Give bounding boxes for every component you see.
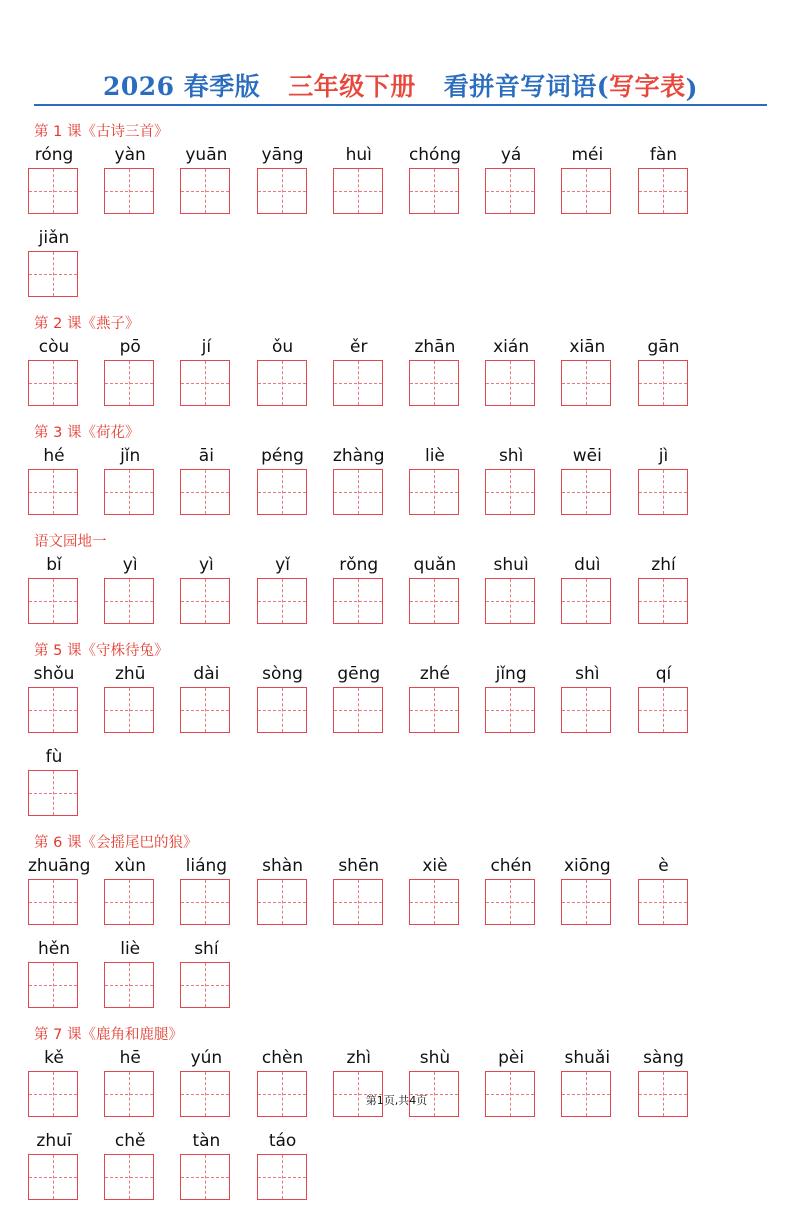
character-cell xyxy=(255,853,331,930)
character-cell xyxy=(407,552,483,629)
pinyin-label: shēn xyxy=(338,856,380,876)
pinyin-label: chèn xyxy=(261,1048,304,1068)
writing-box[interactable] xyxy=(485,168,535,214)
pinyin-label: hěn xyxy=(37,939,70,959)
pinyin-label: è xyxy=(658,856,669,876)
page-number: 第1页,共4页 xyxy=(365,1094,428,1107)
pinyin-label: qí xyxy=(655,664,672,684)
pinyin-label: liáng xyxy=(185,856,228,876)
character-cell xyxy=(331,142,407,219)
writing-box[interactable] xyxy=(257,360,307,406)
character-cell xyxy=(636,334,712,411)
pinyin-label: tàn xyxy=(192,1131,221,1151)
writing-box[interactable] xyxy=(638,578,688,624)
writing-box[interactable] xyxy=(409,687,459,733)
lesson-title: 语文园地一 xyxy=(34,534,107,550)
pinyin-label: zhé xyxy=(419,664,451,684)
pinyin-label: gān xyxy=(647,337,680,357)
pinyin-label: chě xyxy=(114,1131,146,1151)
lesson-title: 第 6 课《会摇尾巴的狼》 xyxy=(34,835,198,851)
writing-box[interactable] xyxy=(180,469,230,515)
character-cell xyxy=(331,552,407,629)
title-task: 看拼音写词语( xyxy=(443,72,610,101)
character-cell xyxy=(178,334,254,411)
lesson-title: 第 7 课《鹿角和鹿腿》 xyxy=(34,1027,183,1043)
character-cell xyxy=(255,142,331,219)
writing-box[interactable] xyxy=(485,360,535,406)
writing-box[interactable] xyxy=(333,578,383,624)
pinyin-label: shuì xyxy=(493,555,529,575)
pinyin-label: zhān xyxy=(414,337,456,357)
lesson-section xyxy=(26,1025,771,1211)
pinyin-label: fàn xyxy=(649,145,678,165)
lesson-title: 第 1 课《古诗三首》 xyxy=(34,124,169,140)
writing-box[interactable] xyxy=(561,469,611,515)
writing-box[interactable] xyxy=(561,879,611,925)
character-cell xyxy=(26,853,102,930)
character-cell xyxy=(178,853,254,930)
character-cell xyxy=(102,1045,178,1122)
character-cell xyxy=(331,853,407,930)
writing-box[interactable] xyxy=(104,168,154,214)
character-cell xyxy=(559,142,635,219)
character-cell xyxy=(255,661,331,738)
pinyin-label: duì xyxy=(574,555,601,575)
lesson-title: 第 3 课《荷花》 xyxy=(34,425,140,441)
pinyin-label: pō xyxy=(119,337,141,357)
character-cell xyxy=(331,661,407,738)
pinyin-label: yá xyxy=(500,145,522,165)
writing-grid xyxy=(26,334,771,417)
character-cell xyxy=(255,552,331,629)
writing-box[interactable] xyxy=(180,1154,230,1200)
writing-box[interactable] xyxy=(28,687,78,733)
writing-grid xyxy=(26,853,771,1019)
character-cell xyxy=(483,334,559,411)
writing-box[interactable] xyxy=(180,687,230,733)
character-cell xyxy=(331,443,407,520)
writing-box[interactable] xyxy=(485,469,535,515)
writing-box[interactable] xyxy=(409,469,459,515)
character-cell xyxy=(102,443,178,520)
lesson-section xyxy=(26,641,771,827)
lesson-section xyxy=(26,833,771,1019)
writing-box[interactable] xyxy=(104,1154,154,1200)
pinyin-label: shì xyxy=(498,446,524,466)
lesson-title: 第 2 课《燕子》 xyxy=(34,316,140,332)
pinyin-label: ǒu xyxy=(271,337,294,357)
writing-grid xyxy=(26,443,771,526)
pinyin-label: xián xyxy=(493,337,530,357)
character-cell xyxy=(636,1045,712,1122)
pinyin-label: shàn xyxy=(262,856,303,876)
pinyin-label: wēi xyxy=(572,446,602,466)
pinyin-label: liè xyxy=(424,446,445,466)
character-cell xyxy=(26,1128,102,1205)
character-cell xyxy=(636,661,712,738)
title-grade: 三年级下册 xyxy=(288,72,416,101)
character-cell xyxy=(255,1128,331,1205)
pinyin-label: yǐ xyxy=(275,555,290,575)
pinyin-label: jí xyxy=(201,337,212,357)
character-cell xyxy=(636,142,712,219)
character-cell xyxy=(178,1128,254,1205)
character-cell xyxy=(331,334,407,411)
pinyin-label: yún xyxy=(190,1048,223,1068)
pinyin-label: rǒng xyxy=(339,555,379,575)
title-table: 写字表 xyxy=(609,72,686,101)
pinyin-label: quǎn xyxy=(413,555,457,575)
pinyin-label: pèi xyxy=(498,1048,525,1068)
character-cell xyxy=(407,853,483,930)
character-cell xyxy=(407,1045,483,1122)
writing-box[interactable] xyxy=(257,1154,307,1200)
pinyin-label: shí xyxy=(194,939,219,959)
writing-box[interactable] xyxy=(333,469,383,515)
writing-box[interactable] xyxy=(28,962,78,1008)
character-cell xyxy=(102,552,178,629)
pinyin-label: hē xyxy=(119,1048,141,1068)
character-cell xyxy=(483,142,559,219)
character-cell xyxy=(102,1128,178,1205)
writing-box[interactable] xyxy=(561,360,611,406)
pinyin-label: dài xyxy=(193,664,220,684)
pinyin-label: bǐ xyxy=(46,555,62,575)
pinyin-label: liè xyxy=(120,939,141,959)
writing-box[interactable] xyxy=(28,469,78,515)
writing-box[interactable] xyxy=(257,168,307,214)
writing-box[interactable] xyxy=(28,360,78,406)
character-cell xyxy=(102,936,178,1013)
pinyin-label: xiān xyxy=(569,337,606,357)
writing-box[interactable] xyxy=(104,578,154,624)
lesson-section xyxy=(26,314,771,417)
writing-box[interactable] xyxy=(257,578,307,624)
writing-box[interactable] xyxy=(561,578,611,624)
writing-box[interactable] xyxy=(409,360,459,406)
pinyin-label: shǒu xyxy=(33,664,75,684)
writing-box[interactable] xyxy=(28,770,78,816)
writing-box[interactable] xyxy=(180,578,230,624)
writing-box[interactable] xyxy=(638,168,688,214)
writing-box[interactable] xyxy=(28,1154,78,1200)
lesson-section xyxy=(26,423,771,526)
pinyin-label: huì xyxy=(345,145,372,165)
pinyin-label: shì xyxy=(575,664,600,684)
writing-box[interactable] xyxy=(409,578,459,624)
lesson-section xyxy=(26,532,771,635)
pinyin-label: zhí xyxy=(651,555,676,575)
character-cell xyxy=(178,142,254,219)
writing-box[interactable] xyxy=(104,962,154,1008)
character-cell xyxy=(26,225,102,302)
writing-box[interactable] xyxy=(638,360,688,406)
writing-grid xyxy=(26,552,771,635)
pinyin-label: zhì xyxy=(346,1048,371,1068)
pinyin-label: gēng xyxy=(337,664,381,684)
title-close-paren: ) xyxy=(685,74,698,103)
pinyin-label: péng xyxy=(261,446,304,466)
pinyin-label: róng xyxy=(34,145,74,165)
lesson-title: 第 5 课《守株待兔》 xyxy=(34,643,169,659)
writing-box[interactable] xyxy=(257,879,307,925)
character-cell xyxy=(102,853,178,930)
lesson-list xyxy=(26,122,771,1217)
writing-box[interactable] xyxy=(180,360,230,406)
pinyin-label: jì xyxy=(658,446,669,466)
pinyin-label: āi xyxy=(198,446,214,466)
character-cell xyxy=(636,443,712,520)
character-cell xyxy=(255,334,331,411)
pinyin-label: sòng xyxy=(262,664,303,684)
writing-box[interactable] xyxy=(485,578,535,624)
character-cell xyxy=(26,936,102,1013)
writing-grid xyxy=(26,1045,771,1211)
character-cell xyxy=(26,1045,102,1122)
writing-box[interactable] xyxy=(485,879,535,925)
pinyin-label: xiè xyxy=(422,856,448,876)
character-cell xyxy=(178,936,254,1013)
writing-box[interactable] xyxy=(104,687,154,733)
character-cell xyxy=(102,334,178,411)
writing-box[interactable] xyxy=(485,687,535,733)
pinyin-label: chóng xyxy=(408,145,462,165)
pinyin-label: xùn xyxy=(114,856,146,876)
pinyin-label: fù xyxy=(45,747,63,767)
writing-box[interactable] xyxy=(28,578,78,624)
pinyin-label: sàng xyxy=(643,1048,684,1068)
writing-box[interactable] xyxy=(638,687,688,733)
pinyin-label: xiōng xyxy=(563,856,611,876)
character-cell xyxy=(255,1045,331,1122)
pinyin-label: jǐng xyxy=(495,664,527,684)
pinyin-label: zhuāng xyxy=(28,856,91,876)
character-cell xyxy=(102,142,178,219)
character-cell xyxy=(178,661,254,738)
writing-box[interactable] xyxy=(104,360,154,406)
character-cell xyxy=(559,334,635,411)
character-cell xyxy=(559,443,635,520)
writing-box[interactable] xyxy=(257,469,307,515)
character-cell xyxy=(178,443,254,520)
pinyin-label: yàn xyxy=(114,145,146,165)
character-cell xyxy=(255,443,331,520)
character-cell xyxy=(102,661,178,738)
pinyin-label: táo xyxy=(268,1131,297,1151)
writing-box[interactable] xyxy=(409,168,459,214)
pinyin-label: còu xyxy=(38,337,70,357)
character-cell xyxy=(483,443,559,520)
character-cell xyxy=(636,552,712,629)
pinyin-label: hé xyxy=(43,446,65,466)
character-cell xyxy=(26,142,102,219)
pinyin-label: yāng xyxy=(261,145,304,165)
writing-box[interactable] xyxy=(409,879,459,925)
writing-box[interactable] xyxy=(257,687,307,733)
writing-box[interactable] xyxy=(104,879,154,925)
character-cell xyxy=(331,1045,407,1122)
writing-box[interactable] xyxy=(333,687,383,733)
pinyin-label: ěr xyxy=(350,337,368,357)
character-cell xyxy=(26,744,102,821)
character-cell xyxy=(483,1045,559,1122)
pinyin-label: yì xyxy=(122,555,138,575)
pinyin-label: yuān xyxy=(185,145,228,165)
writing-box[interactable] xyxy=(638,469,688,515)
character-cell xyxy=(636,853,712,930)
character-cell xyxy=(178,1045,254,1122)
pinyin-label: zhuī xyxy=(36,1131,72,1151)
pinyin-label: chén xyxy=(490,856,532,876)
writing-box[interactable] xyxy=(333,879,383,925)
lesson-section xyxy=(26,122,771,308)
character-cell xyxy=(559,853,635,930)
pinyin-label: shuǎi xyxy=(564,1048,611,1068)
pinyin-label: zhū xyxy=(114,664,146,684)
pinyin-label: kě xyxy=(44,1048,64,1068)
writing-box[interactable] xyxy=(638,879,688,925)
character-cell xyxy=(407,661,483,738)
character-cell xyxy=(26,334,102,411)
writing-box[interactable] xyxy=(180,962,230,1008)
character-cell xyxy=(559,552,635,629)
writing-box[interactable] xyxy=(333,168,383,214)
pinyin-label: jǐn xyxy=(120,446,141,466)
character-cell xyxy=(483,661,559,738)
character-cell xyxy=(559,1045,635,1122)
title-edition: 2026 春季版 xyxy=(102,72,261,101)
character-cell xyxy=(26,443,102,520)
writing-box[interactable] xyxy=(333,360,383,406)
writing-box[interactable] xyxy=(28,251,78,297)
character-cell xyxy=(407,443,483,520)
character-cell xyxy=(26,552,102,629)
pinyin-label: shù xyxy=(419,1048,451,1068)
writing-box[interactable] xyxy=(28,879,78,925)
page-title xyxy=(34,70,767,106)
writing-box[interactable] xyxy=(561,687,611,733)
character-cell xyxy=(407,142,483,219)
character-cell xyxy=(483,853,559,930)
writing-box[interactable] xyxy=(561,168,611,214)
character-cell xyxy=(178,552,254,629)
character-cell xyxy=(26,661,102,738)
writing-grid xyxy=(26,142,771,308)
writing-box[interactable] xyxy=(180,879,230,925)
character-cell xyxy=(407,334,483,411)
character-cell xyxy=(483,552,559,629)
pinyin-label: jiǎn xyxy=(38,228,70,248)
character-cell xyxy=(559,661,635,738)
writing-grid xyxy=(26,661,771,827)
pinyin-label: yì xyxy=(198,555,214,575)
writing-box[interactable] xyxy=(104,469,154,515)
pinyin-label: zhàng xyxy=(332,446,385,466)
writing-box[interactable] xyxy=(180,168,230,214)
writing-box[interactable] xyxy=(28,168,78,214)
pinyin-label: méi xyxy=(571,145,604,165)
